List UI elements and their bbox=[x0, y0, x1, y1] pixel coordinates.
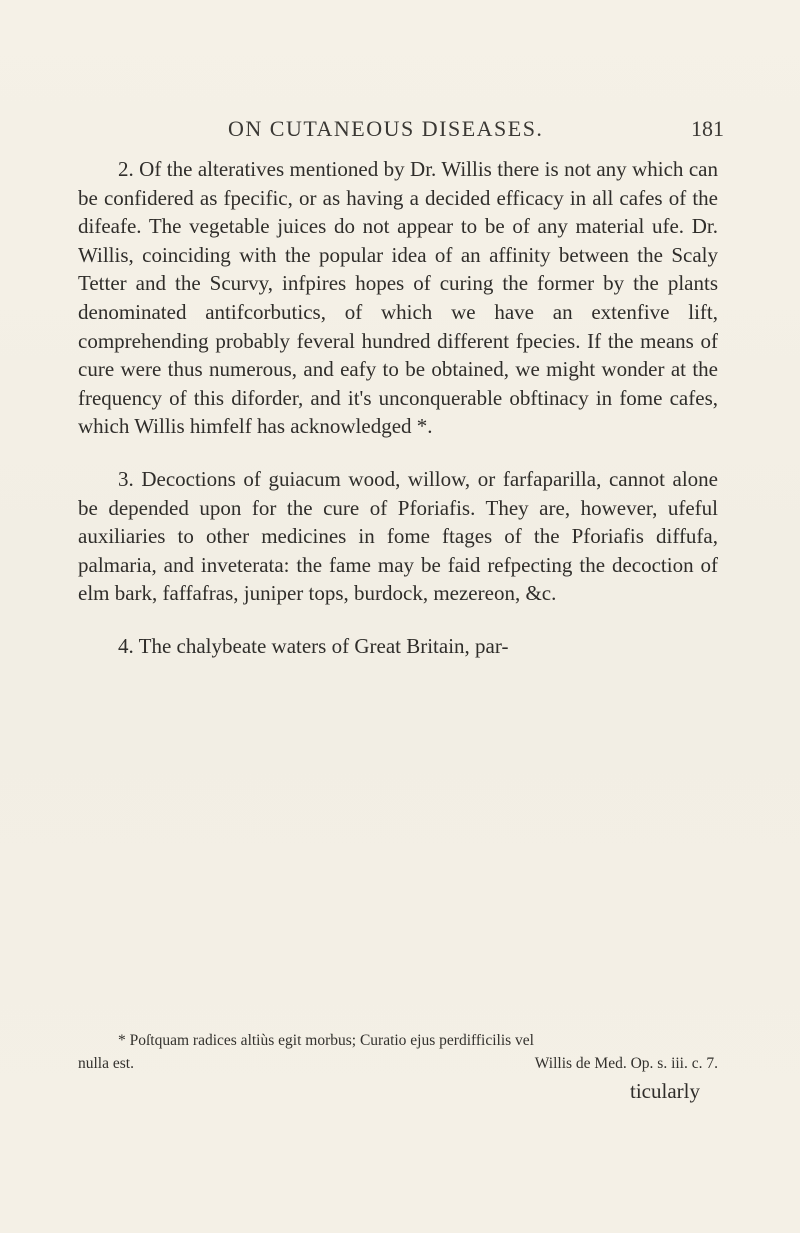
paragraph-3: 3. Decoctions of guiacum wood, willow, or farfaparilla, cannot alone be depended upon for the cure of Pforiafis. They are, however, ufeful auxiliaries to other medicines in fome ftages of the Pforiafis diffufa, palmaria, and inveterata: the fame may be faid refpecting the decoction of elm bark, faffafras, juniper tops, burdock, mezereon, &c. bbox=[78, 466, 718, 606]
page-number: 181 bbox=[691, 116, 724, 141]
paragraph-4: 4. The chalybeate waters of Great Britain, par- bbox=[118, 633, 509, 658]
paragraph-2: 2. Of the alteratives mentioned by Dr. Willis there is not any which can be confidered as fpecific, or as having a decided efficacy in all cafes of the difeafe. The vegetable juices do not appear to be of any material ufe. Dr. Willis, coinciding with the popular idea of an affinity between the Scaly Tetter and the Scurvy, infpires hopes of curing the former by the plants denominated antifcorbutics, of which we have an extenfive lift, comprehending probably feveral hundred different fpecies. If the means of cure were thus numerous, and eafy to be obtained, we might wonder at the frequency of this diforder, and it's unconquerable obftinacy in fome cafes, which Willis himfelf has acknowledged *. bbox=[78, 157, 718, 439]
running-head: ON CUTANEOUS DISEASES. bbox=[228, 116, 544, 141]
footnote bbox=[78, 1029, 718, 1075]
catchword: ticularly bbox=[630, 1079, 700, 1103]
footnote-line-2 bbox=[78, 1052, 718, 1075]
page-header bbox=[0, 108, 800, 148]
footnote-citation: Willis de Med. Op. s. iii. c. 7. bbox=[534, 1055, 718, 1072]
footnote-line-1: * Poſtquam radices altiùs egit morbus; Curatio ejus perdifficilis vel bbox=[118, 1032, 534, 1049]
body-text bbox=[78, 155, 718, 661]
footnote-quote-end: nulla est. bbox=[78, 1055, 134, 1072]
